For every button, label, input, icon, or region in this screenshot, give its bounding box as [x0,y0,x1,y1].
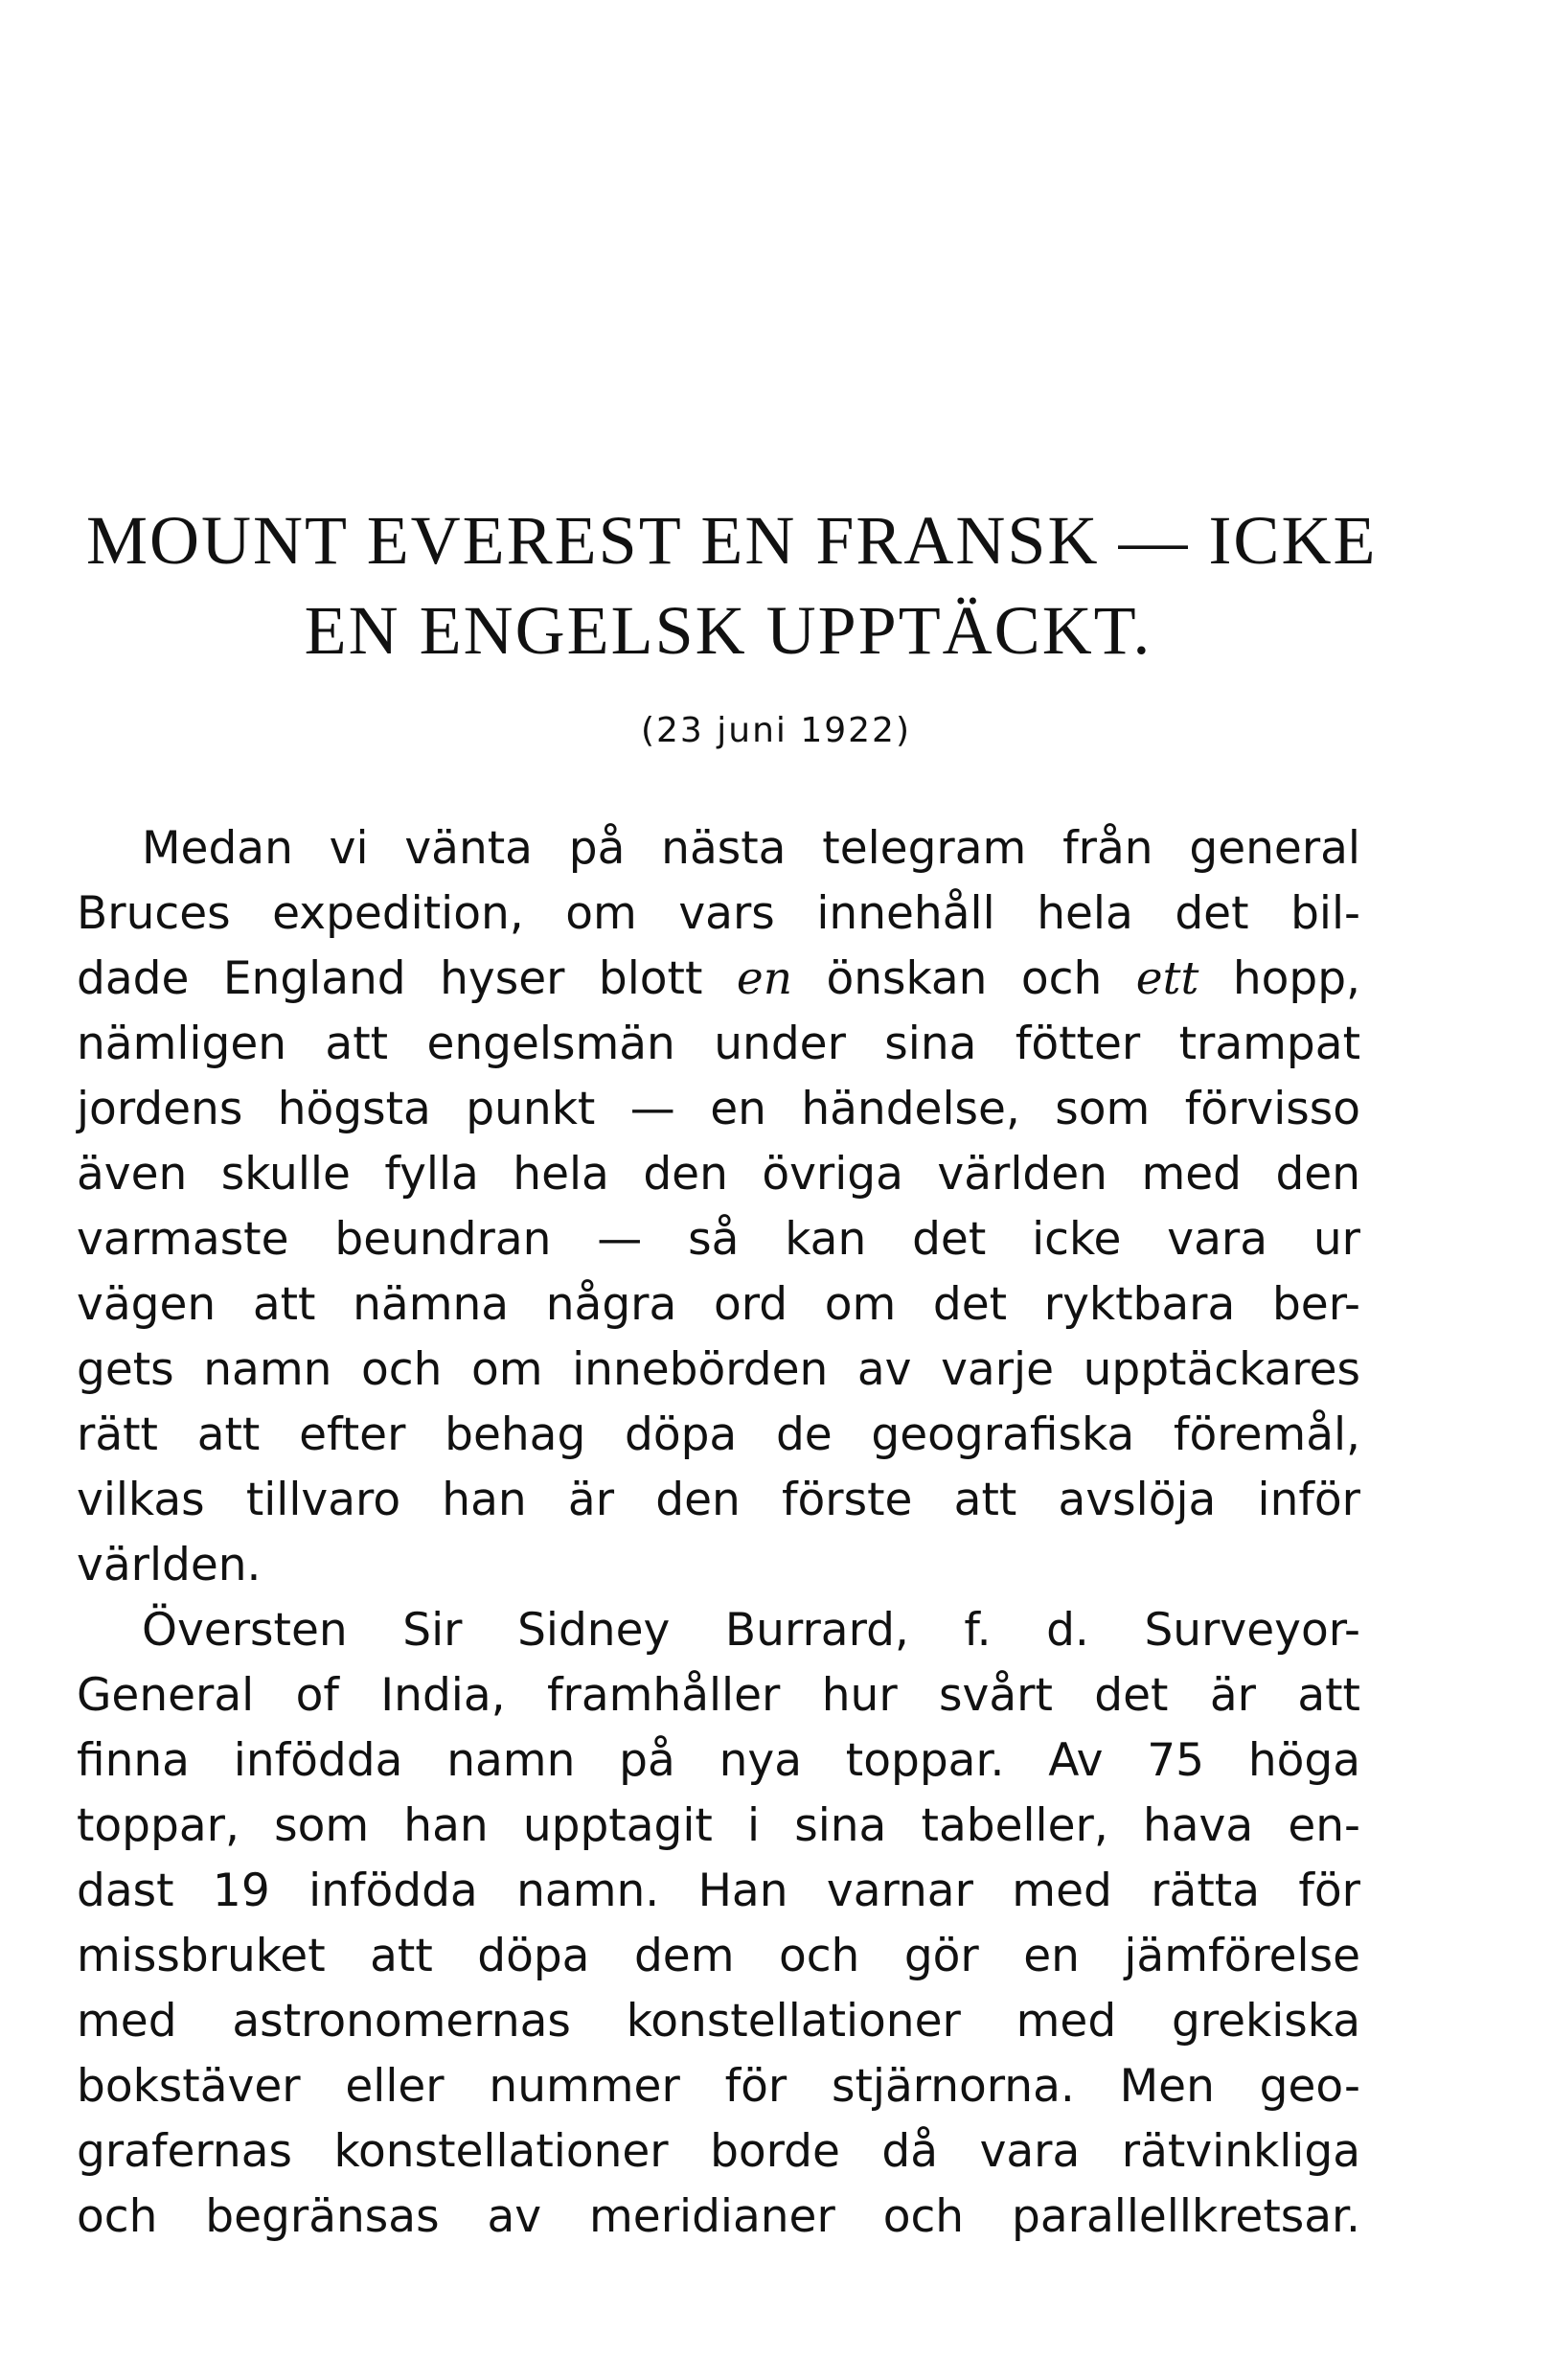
text-line: Bruces expedition, om vars innehåll hela det bil- [77,887,1360,940]
text-line: vägen att nämna några ord om det ryktbara ber- [77,1278,1360,1331]
text-line [77,952,1360,1005]
text-line: Översten Sir Sidney Burrard, f. d. Surveyor- [142,1604,1360,1657]
text-line: grafernas konstellationer borde då vara rätvinkliga [77,2125,1360,2178]
text-line: nämligen att engelsmän under sina fötter trampat [77,1018,1360,1070]
text-line: Medan vi vänta på nästa telegram från general [142,822,1360,875]
text-line: även skulle fylla hela den övriga världen med den [77,1148,1360,1201]
text-line: med astronomernas konstellationer med grekiska [77,1995,1360,2048]
text-line: General of India, framhåller hur svårt det är att [77,1669,1360,1722]
text-line: och begränsas av meridianer och parallellkretsar. [77,2190,1360,2243]
text-line: världen. [77,1539,262,1591]
chapter-title-line-2: EN ENGELSK UPPTÄCKT. [304,592,1153,669]
text-line: vilkas tillvaro han är den förste att avslöja inför [77,1474,1360,1526]
text-line: dast 19 infödda namn. Han varnar med rätta för [77,1865,1360,1917]
text-span: hopp, [1232,952,1360,1005]
text-span: dade England hyser blott [77,952,703,1005]
text-line: finna infödda namn på nya toppar. Av 75 höga [77,1734,1360,1787]
chapter-title-line-1: MOUNT EVEREST EN FRANSK — ICKE [86,502,1378,579]
text-line: gets namn och om innebörden av varje upptäckares [77,1343,1360,1396]
emphasis-ett: ett [1135,952,1199,1005]
text-line: toppar, som han upptagit i sina tabeller, hava en- [77,1799,1360,1852]
text-line: bokstäver eller nummer för stjärnorna. Men geo- [77,2060,1360,2113]
text-line: jordens högsta punkt — en händelse, som förvisso [77,1083,1360,1135]
emphasis-en: en [736,952,792,1005]
text-span: önskan och [826,952,1103,1005]
text-line: rätt att efter behag döpa de geografiska föremål, [77,1408,1360,1461]
text-line: varmaste beundran — så kan det icke vara ur [77,1213,1360,1266]
chapter-date: (23 juni 1922) [640,711,912,750]
text-line: missbruket att döpa dem och gör en jämförelse [77,1930,1360,1982]
